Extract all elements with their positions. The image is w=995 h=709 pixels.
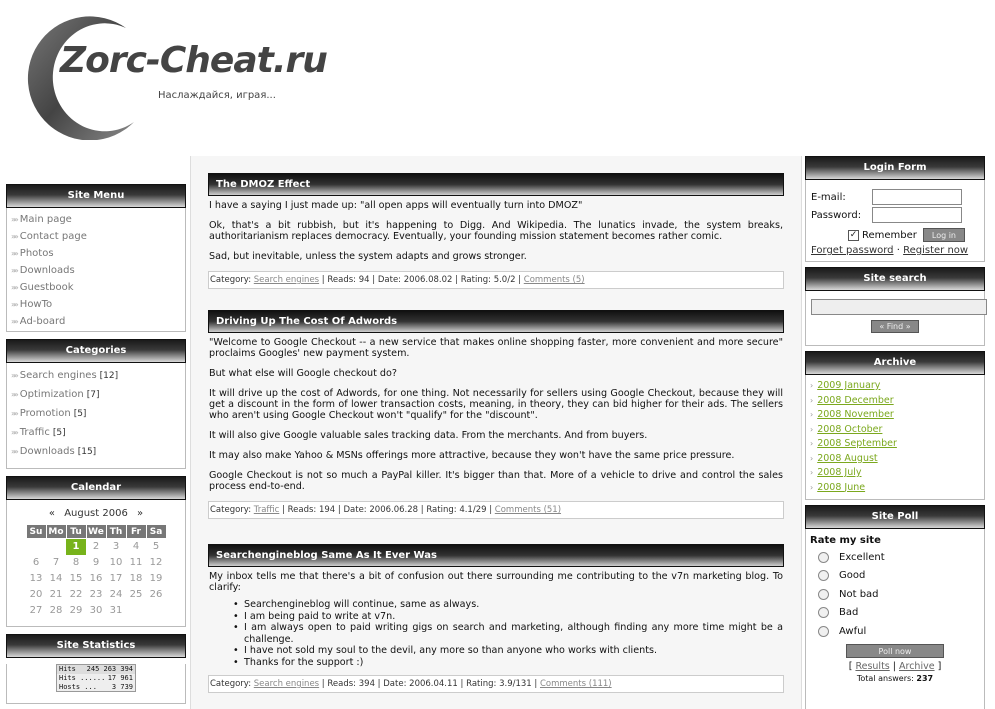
site-menu-panel [6,184,186,332]
poll-now-button[interactable]: Poll now [846,644,944,658]
archive-title: Archive [805,351,985,375]
archive-item [810,408,984,423]
left-sidebar [6,184,186,709]
meta-label: Category: [210,679,252,689]
site-poll-title: Site Poll [805,505,985,529]
article-paragraph: Ok, that's a bit rubbish, but it's happening to Digg. And Wikipedia. The lunatics invade, the system breaks, authoritarianism replaces democracy. Eventually, your founding mission statement becomes rather comic. [209,220,783,242]
menu-item-guestbook[interactable] [11,279,185,296]
category-label: Optimization [19,389,84,400]
hit-counter[interactable] [56,664,136,692]
bracket: [ [848,660,853,672]
site-poll-panel [805,505,985,709]
article-date: 2006.08.02 [403,275,453,285]
double-chevron-icon: »» [11,300,17,309]
category-label: Downloads [19,446,75,457]
menu-item-label: Main page [19,214,72,225]
counter-hits: 17 961 [107,674,133,682]
bracket: ] [937,660,942,672]
site-logo[interactable]: Zorc-Cheat.ru [60,40,327,81]
calendar-day[interactable]: 27 [29,605,43,616]
categories-title: Categories [6,339,186,363]
double-chevron-icon: »» [11,215,17,224]
archive-item [810,466,984,481]
poll-option-label: Awful [839,625,867,637]
poll-option[interactable] [810,622,980,641]
forgot-password-link[interactable]: Forget password [811,245,894,256]
chevron-right-icon: › [810,439,814,448]
menu-item-label: Downloads [19,265,75,276]
archive-item [810,423,984,438]
calendar-empty-cell [46,539,66,555]
category-count: [15] [77,447,97,457]
poll-question: Rate my site [810,535,881,546]
menu-item-label: Photos [19,248,54,259]
article-paragraph: "Welcome to Google Checkout -- a new service that makes online shopping faster, more convenient and more secure" proclaims Googles' new payment system. [209,337,783,359]
counter-hits-label: Hits ...... [59,674,106,682]
article-rating: 4.1/29 [459,505,487,515]
category-count: [12] [99,371,119,381]
meta-label: Reads: [327,275,357,285]
article-paragraph: But what else will Google checkout do? [209,368,397,379]
site-statistics-panel [6,634,186,704]
calendar-day[interactable]: 2 [92,541,100,553]
site-search-panel [805,267,985,346]
article-body [208,333,784,492]
meta-label: Date: [377,275,402,285]
calendar-day[interactable]: 16 [89,573,103,584]
double-chevron-icon: »» [11,390,17,399]
login-form-title: Login Form [805,156,985,180]
double-chevron-icon: »» [11,317,17,326]
calendar-day[interactable]: 26 [149,589,163,600]
calendar-weekday: We [86,525,106,539]
article-rating: 3.9/131 [499,679,532,689]
article-body [208,567,784,668]
calendar-day[interactable]: 21 [49,589,63,600]
poll-total [810,674,980,683]
radio-button[interactable] [818,607,829,618]
double-chevron-icon: »» [11,447,17,456]
article-title[interactable]: The DMOZ Effect [208,173,784,196]
archive-item [810,379,984,394]
double-chevron-icon: »» [11,266,17,275]
poll-results-link[interactable]: Results [855,660,890,672]
article-body [208,196,784,262]
password-label: Password: [811,209,862,221]
login-links-separator: · [896,245,900,256]
poll-archive-link[interactable]: Archive [899,660,935,672]
article-meta: Category: Search engines | Reads: 394 | Date: 2006.04.11 | Rating: 3.9/131 | Comments (111) [208,675,784,693]
calendar-day[interactable]: 20 [29,589,43,600]
site-search-title: Site search [805,267,985,291]
calendar-week [26,539,166,555]
article-title[interactable]: Searchengineblog Same As It Ever Was [208,544,784,567]
double-chevron-icon: »» [11,409,17,418]
calendar-day[interactable]: 17 [109,573,123,584]
list-item: • Thanks for the support :) [233,657,783,669]
remember-checkbox[interactable]: ✓ [849,229,858,240]
list-item: • Searchengineblog will continue, same as always. [233,599,783,611]
archive-item [810,394,984,409]
site-menu-title: Site Menu [6,184,186,208]
category-label: Search engines [19,370,97,381]
calendar-day[interactable]: 4 [132,541,140,553]
calendar-weekday: Fr [126,525,146,539]
calendar-day[interactable]: 28 [49,605,63,616]
menu-item-downloads[interactable] [11,262,185,279]
counter-label: Hits [59,665,76,673]
article-category-link[interactable]: Search engines [253,275,320,285]
calendar-day[interactable]: 8 [72,557,80,568]
list-item: • I have not sold my soul to the devil, any more so than anyone who works with clients. [233,645,783,657]
calendar-day[interactable]: 13 [29,573,43,584]
password-field[interactable] [872,207,962,223]
article-reads: 94 [358,275,370,285]
radio-button[interactable] [818,589,829,600]
register-link[interactable]: Register now [903,245,969,256]
meta-label: Date: [343,505,367,515]
article-rating: 5.0/2 [493,275,516,285]
article-paragraph: It may also make Yahoo & MSNs offerings more attractive, because they won't have the same price pressure. [209,450,735,461]
article-meta: Category: Search engines | Reads: 94 | Date: 2006.08.02 | Rating: 5.0/2 | Comments (5) [208,271,784,289]
calendar-grid [26,524,167,619]
list-item: • I am always open to paid writing gigs on search and marketing, although finding any more time might be a challenge. [233,622,783,645]
poll-total-label: Total answers: [856,673,914,683]
calendar-day[interactable]: 1 [66,539,86,555]
calendar-empty-cell [146,603,166,619]
menu-item-ad-board[interactable] [11,313,185,330]
article [208,310,784,519]
menu-item-label: Contact page [19,231,87,242]
calendar-panel [6,476,186,627]
chevron-right-icon: › [810,381,814,390]
archive-link[interactable]: 2009 January [817,380,881,391]
article-paragraph: I have a saying I just made up: "all open apps will eventually turn into DMOZ" [209,200,583,211]
chevron-right-icon: › [810,395,814,405]
article-paragraph: It will also give Google valuable sales tracking data. From the merchants. And from buyers. [209,430,648,441]
double-chevron-icon: »» [11,428,17,437]
calendar-title: Calendar [6,476,186,500]
calendar-day[interactable]: 6 [32,557,40,568]
categories-list [7,363,185,464]
archive-link[interactable]: 2008 June [817,481,866,493]
login-button[interactable]: Log in [923,228,965,242]
calendar-day[interactable]: 25 [129,589,143,600]
poll-option[interactable] [810,585,980,604]
email-label: E-mail: [811,191,846,203]
archive-link[interactable]: 2008 December [817,394,894,406]
calendar-day[interactable]: 24 [109,589,123,600]
site-statistics-title: Site Statistics [6,634,186,658]
article-category-link[interactable]: Traffic [253,505,280,515]
category-count: [7] [86,390,100,400]
poll-option-label: Not bad [839,588,879,600]
calendar-month: August 2006 [64,508,128,519]
category-label: Traffic [19,427,50,438]
archive-item [810,481,984,496]
archive-list [806,375,984,499]
radio-button[interactable] [818,552,829,563]
login-form-panel [805,156,985,262]
meta-label: Reads: [327,679,357,689]
site-header [0,0,995,150]
calendar-day[interactable]: 11 [129,557,143,568]
calendar-day[interactable]: 15 [69,573,83,584]
article-title[interactable]: Driving Up The Cost Of Adwords [208,310,784,333]
calendar-day[interactable]: 22 [69,589,83,600]
search-input[interactable] [811,299,987,315]
calendar-day[interactable]: 7 [52,557,60,568]
category-item[interactable] [11,442,185,461]
archive-link[interactable]: 2008 November [817,409,894,420]
site-tagline: Наслаждайся, играя... [158,90,276,101]
article-bullet-list [233,599,783,668]
category-item[interactable] [11,423,185,442]
meta-label: Category: [210,505,252,515]
calendar-day[interactable]: 9 [92,557,100,568]
calendar-day[interactable]: 3 [112,541,120,553]
article-reads: 194 [318,505,336,515]
calendar-prev-link[interactable]: « [48,508,55,519]
category-item[interactable] [11,404,185,423]
archive-link[interactable]: 2008 October [817,423,883,435]
calendar-day[interactable]: 23 [89,589,103,600]
calendar-day[interactable]: 29 [69,605,83,616]
calendar-header [7,500,185,524]
menu-item-howto[interactable] [11,296,185,313]
article-category-link[interactable]: Search engines [253,679,320,689]
article-comments-link[interactable]: Comments (5) [523,275,585,285]
right-sidebar [805,156,985,709]
menu-item-label: HowTo [19,299,53,310]
double-chevron-icon: »» [11,283,17,292]
double-chevron-icon: »» [11,232,17,241]
calendar-week [26,587,166,603]
remember-label: Remember [861,229,917,241]
article [208,173,784,289]
chevron-right-icon: › [810,410,814,419]
calendar-day[interactable]: 12 [149,557,163,568]
double-chevron-icon: »» [11,371,17,380]
poll-total-value: 237 [916,673,934,683]
article-paragraph: My inbox tells me that there's a bit of confusion out there surrounding me contributing to the v7n marketing blog. To clarify: [209,571,783,593]
chevron-right-icon: › [810,482,814,492]
poll-option-label: Excellent [839,551,885,563]
menu-item-label: Ad-board [19,316,66,327]
main-content [190,156,802,709]
article-date: 2006.04.11 [409,679,458,689]
category-item[interactable] [11,385,185,404]
poll-option-label: Good [839,570,866,582]
calendar-next-link[interactable]: » [137,508,144,519]
article-reads: 394 [358,679,375,689]
meta-label: Rating: [460,275,491,285]
chevron-right-icon: › [810,468,814,477]
calendar-day[interactable]: 18 [129,573,143,584]
meta-label: Category: [210,275,252,285]
archive-item [810,437,984,452]
calendar-weekday: Th [106,525,126,539]
calendar-empty-cell [26,539,46,555]
article-meta: Category: Traffic | Reads: 194 | Date: 2006.06.28 | Rating: 4.1/29 | Comments (51) [208,501,784,519]
calendar-day[interactable]: 5 [152,541,160,553]
calendar-day[interactable]: 30 [89,605,103,616]
chevron-right-icon: › [810,453,814,463]
calendar-weekday: Su [26,525,46,539]
category-count: [5] [73,409,87,419]
archive-panel [805,351,985,500]
calendar-day[interactable]: 31 [109,605,123,616]
category-count: [5] [52,428,66,438]
article-comments-link[interactable]: Comments (51) [494,505,562,515]
radio-button[interactable] [818,626,829,637]
article-paragraph: Sad, but inevitable, unless the system adapts and grows stronger. [209,251,527,262]
calendar-day[interactable]: 10 [109,557,123,568]
radio-button[interactable] [818,570,829,581]
meta-label: Rating: [466,679,497,689]
poll-option[interactable] [810,567,980,586]
calendar-week [26,571,166,587]
counter-total: 245 263 394 [86,665,133,673]
archive-item [810,452,984,467]
menu-item-label: Guestbook [19,282,74,293]
poll-option-label: Bad [839,607,859,619]
category-label: Promotion [19,408,71,419]
calendar-week [26,603,166,619]
article-paragraph: Google Checkout is not so much a PayPal killer. It's bigger than that. More of a vehicle to drive and control the sales process end-to-end. [209,470,783,492]
menu-item-main-page[interactable] [11,211,185,228]
article-comments-link[interactable]: Comments (111) [539,679,612,689]
article-paragraph: It will drive up the cost of Adwords, for one thing. Not necessarily for sellers using Google Checkout, because they will get a discount in the form of lower transaction costs, meaning, in theory, they can bid higher for their ads. The sellers who aren't using Google Checkout won't "qualify" for the "discount". [209,388,783,421]
counter-hosts-label: Hosts ... [59,683,97,691]
calendar-weekday: Sa [146,525,166,539]
poll-option[interactable] [810,548,980,567]
email-field[interactable] [872,189,962,205]
calendar-weekday: Mo [46,525,66,539]
calendar-empty-cell [126,603,146,619]
archive-link[interactable]: 2008 July [817,467,862,478]
archive-link[interactable]: 2008 September [817,438,897,449]
meta-label: Rating: [426,505,457,515]
calendar-day[interactable]: 19 [149,573,163,584]
double-chevron-icon: »» [11,249,17,258]
category-item[interactable] [11,366,185,385]
meta-label: Date: [383,679,407,689]
menu-item-photos[interactable] [11,245,185,262]
find-button[interactable]: « Find » [871,320,918,333]
article-date: 2006.06.28 [369,505,419,515]
article [208,544,784,693]
menu-item-contact-page[interactable] [11,228,185,245]
meta-label: Reads: [287,505,317,515]
calendar-week [26,555,166,571]
separator: | [892,660,896,672]
calendar-day[interactable]: 14 [49,573,63,584]
archive-link[interactable]: 2008 August [817,452,878,464]
list-item: • I am being paid to write at v7n. [233,611,783,623]
counter-hosts: 3 739 [111,683,133,691]
poll-option[interactable] [810,604,980,623]
calendar-weekday: Tu [66,525,86,539]
chevron-right-icon: › [810,424,814,434]
site-menu-list [7,208,185,333]
categories-panel [6,339,186,469]
